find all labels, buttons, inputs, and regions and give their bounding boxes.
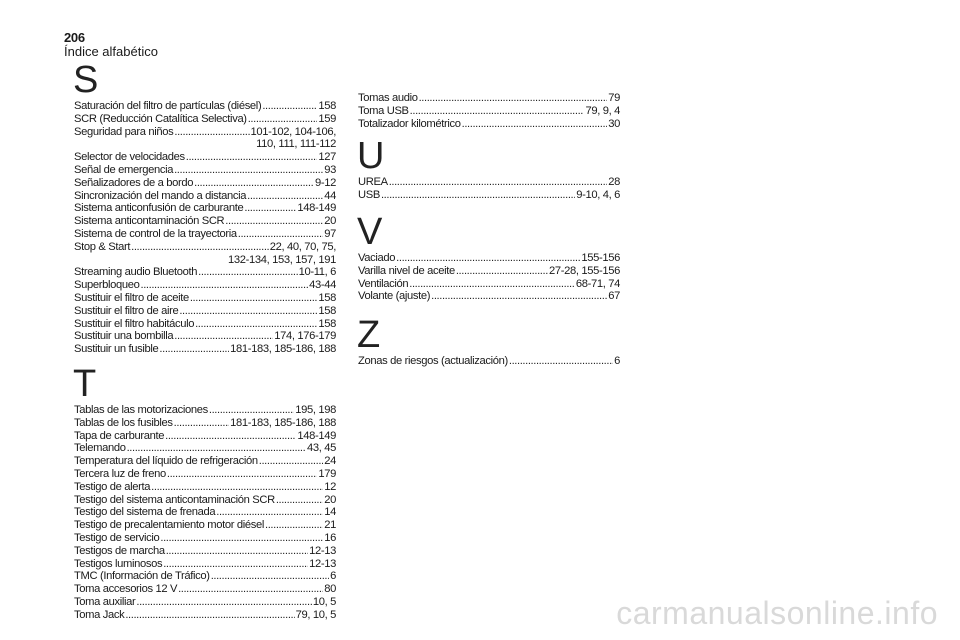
index-entry — [74, 202, 336, 215]
dot-leader — [244, 202, 296, 215]
entry-pages: 20 — [324, 493, 336, 506]
entry-term: Testigo de precalentamiento motor diésel — [74, 519, 264, 532]
dot-leader — [225, 215, 323, 228]
entry-pages: 67 — [608, 290, 620, 303]
index-entry — [74, 215, 336, 228]
entry-pages: 174, 176-179 — [274, 330, 336, 343]
entry-term: Vaciado — [358, 251, 396, 264]
entry-pages: 179 — [318, 467, 336, 480]
dot-leader — [276, 494, 323, 507]
index-entry — [358, 189, 620, 202]
dot-leader — [125, 609, 294, 622]
index-section — [358, 303, 620, 368]
entry-pages: 30 — [608, 117, 620, 130]
entry-term: Volante (ajuste) — [358, 290, 431, 303]
entry-pages: 148-149 — [297, 429, 336, 442]
dot-leader — [127, 442, 306, 455]
entry-term: Sustituir el filtro habitáculo — [74, 317, 195, 330]
entry-pages: 28 — [608, 176, 620, 189]
index-entry — [74, 430, 336, 443]
entry-term: Tercera luz de freno — [74, 467, 166, 480]
index-section — [358, 130, 620, 202]
dot-leader — [456, 265, 548, 278]
index-entry — [74, 455, 336, 468]
entry-pages: 158 — [318, 317, 336, 330]
entry-pages: 10-11, 6 — [298, 266, 336, 279]
entry-pages: 181-183, 185-186, 188 — [230, 416, 336, 429]
index-entry — [358, 92, 620, 105]
entry-pages: 44 — [324, 189, 336, 202]
index-entry — [74, 481, 336, 494]
entry-term: Toma accesorios 12 V — [74, 583, 178, 596]
entry-pages: 21 — [324, 519, 336, 532]
index-section — [358, 92, 620, 130]
index-entry — [74, 330, 336, 343]
index-entry — [74, 596, 336, 609]
entry-term: Superbloqueo — [74, 279, 140, 292]
dot-leader — [509, 355, 613, 368]
entry-pages: 101-102, 104-106, — [250, 125, 336, 138]
entry-pages: 24 — [324, 455, 336, 468]
entry-pages: 14 — [324, 506, 336, 519]
dot-leader — [174, 164, 323, 177]
dot-leader — [174, 417, 229, 430]
dot-leader — [247, 190, 323, 203]
entry-term: Saturación del filtro de partículas (diésel) — [74, 100, 262, 112]
entry-pages: 9-10, 4, 6 — [576, 189, 620, 202]
index-entry — [74, 583, 336, 596]
index-entry — [74, 126, 336, 139]
page-title: Índice alfabético — [64, 44, 158, 59]
index-entry — [74, 292, 336, 305]
entry-pages: 155-156 — [581, 251, 620, 264]
dot-leader — [178, 583, 323, 596]
dot-leader — [166, 545, 308, 558]
entry-pages: 97 — [324, 227, 336, 240]
index-entry — [358, 355, 620, 368]
entry-term: Telemando — [74, 442, 126, 455]
dot-leader — [190, 292, 318, 305]
dot-leader — [186, 151, 318, 164]
entry-term: Seguridad para niños — [74, 125, 174, 138]
dot-leader — [151, 481, 323, 494]
dot-leader — [136, 596, 312, 609]
dot-leader — [238, 228, 323, 241]
entry-term: USB — [358, 189, 380, 202]
entry-term: UREA — [358, 176, 388, 189]
index-entry — [74, 241, 336, 254]
dot-leader — [174, 330, 273, 343]
entry-pages: 158 — [318, 304, 336, 317]
entry-pages-continued: 132-134, 153, 157, 191 — [227, 253, 336, 266]
index-entry — [74, 190, 336, 203]
dot-leader — [179, 305, 317, 318]
dot-leader — [211, 570, 329, 583]
entry-term: Zonas de riesgos (actualización) — [358, 355, 508, 368]
index-entry — [74, 609, 336, 622]
entry-term: TMC (Información de Tráfico) — [74, 570, 210, 583]
index-entry — [74, 318, 336, 331]
entry-term: Señal de emergencia — [74, 163, 174, 176]
entry-pages: 158 — [318, 100, 336, 112]
index-entry — [74, 343, 336, 356]
entry-pages: 20 — [324, 215, 336, 228]
entry-term: Sistema anticontaminación SCR — [74, 215, 225, 228]
index-entry — [358, 105, 620, 118]
entry-term: Sustituir el filtro de aire — [74, 304, 179, 317]
entry-pages: 148-149 — [297, 202, 336, 215]
entry-term: Toma USB — [358, 104, 409, 117]
dot-leader — [409, 278, 575, 291]
dot-leader — [419, 92, 608, 105]
dot-leader — [265, 519, 323, 532]
entry-term: Tablas de las motorizaciones — [74, 403, 208, 416]
entry-pages: 79, 10, 5 — [295, 608, 336, 621]
dot-leader — [410, 105, 585, 118]
entry-pages: 12-13 — [309, 544, 336, 557]
entry-pages: 6 — [330, 570, 336, 583]
entry-term: Tapa de carburante — [74, 429, 165, 442]
entry-pages: 22, 40, 70, 75, — [269, 240, 336, 253]
entry-pages: 79 — [608, 92, 620, 104]
section-letter: V — [357, 210, 383, 253]
dot-leader — [131, 241, 269, 254]
entry-term: Ventilación — [358, 277, 409, 290]
index-entry — [74, 494, 336, 507]
section-letter: S — [73, 59, 99, 101]
entry-pages: 27-28, 155-156 — [549, 264, 620, 277]
dot-leader — [159, 343, 229, 356]
entry-pages: 16 — [324, 531, 336, 544]
dot-leader — [163, 558, 308, 571]
entry-term: Testigos de marcha — [74, 544, 165, 557]
dot-leader — [140, 279, 308, 292]
entry-pages: 68-71, 74 — [575, 277, 620, 290]
page-number: 206 — [64, 30, 85, 45]
index-entry — [358, 252, 620, 265]
index-column-right — [358, 92, 620, 368]
entry-term: Toma Jack — [74, 608, 125, 621]
entry-term: Señalizadores de a bordo — [74, 176, 194, 189]
dot-leader — [174, 126, 249, 139]
entry-pages: 6 — [614, 355, 620, 368]
entry-term: Testigo del sistema de frenada — [74, 506, 216, 519]
index-entry — [74, 417, 336, 430]
entry-pages: 93 — [324, 163, 336, 176]
index-entry — [358, 118, 620, 131]
dot-leader — [396, 252, 580, 265]
entry-pages-continued: 110, 111, 111-112 — [256, 138, 336, 151]
index-entry — [74, 279, 336, 292]
entry-term: Varilla nivel de aceite — [358, 264, 455, 277]
dot-leader — [216, 506, 323, 519]
index-entry — [74, 519, 336, 532]
entry-term: Stop & Start — [74, 240, 131, 253]
entry-pages: 10, 5 — [312, 595, 336, 608]
dot-leader — [209, 404, 294, 417]
section-letter: U — [357, 135, 385, 178]
entry-pages: 43, 45 — [306, 442, 336, 455]
index-section — [74, 356, 336, 622]
dot-leader — [195, 318, 317, 331]
index-entry — [74, 404, 336, 417]
entry-term: Testigos luminosos — [74, 557, 163, 570]
entry-term: Sustituir un fusible — [74, 343, 159, 356]
index-entry — [74, 113, 336, 126]
entry-term: Sistema de control de la trayectoria — [74, 227, 237, 240]
entry-pages: 159 — [318, 112, 336, 125]
section-letter: T — [73, 362, 97, 405]
entry-pages: 12 — [324, 480, 336, 493]
index-entry — [74, 545, 336, 558]
dot-leader — [198, 266, 297, 279]
entry-pages: 158 — [318, 291, 336, 304]
index-entry — [358, 290, 620, 303]
index-entry — [74, 100, 336, 113]
dot-leader — [381, 189, 575, 202]
index-entry — [74, 442, 336, 455]
entry-pages: 127 — [318, 151, 336, 164]
dot-leader — [462, 118, 608, 131]
index-entry — [358, 265, 620, 278]
entry-term: Sistema anticonfusión de carburante — [74, 202, 244, 215]
index-entry — [74, 305, 336, 318]
index-entry — [74, 532, 336, 545]
dot-leader — [259, 455, 323, 468]
entry-term: Testigo de alerta — [74, 480, 151, 493]
watermark: carmanualsonline.info — [616, 595, 938, 631]
entry-term: Sustituir el filtro de aceite — [74, 291, 189, 304]
entry-pages: 43-44 — [309, 279, 336, 292]
entry-pages: 79, 9, 4 — [585, 104, 620, 117]
entry-term: Sustituir una bombilla — [74, 330, 174, 343]
entry-pages: 195, 198 — [295, 403, 336, 416]
index-section — [74, 60, 336, 356]
entry-term: Temperatura del líquido de refrigeración — [74, 455, 258, 468]
index-entry — [74, 164, 336, 177]
index-entry — [358, 176, 620, 189]
entry-pages: 12-13 — [309, 557, 336, 570]
entry-pages: 181-183, 185-186, 188 — [230, 343, 336, 356]
dot-leader — [389, 176, 608, 189]
entry-term: Testigo de servicio — [74, 531, 160, 544]
index-entry — [358, 278, 620, 291]
index-column-left — [74, 60, 336, 621]
dot-leader — [194, 177, 314, 190]
entry-term: Selector de velocidades — [74, 151, 185, 164]
entry-term: Tablas de los fusibles — [74, 416, 173, 429]
index-entry — [74, 468, 336, 481]
entry-term: SCR (Reducción Catalítica Selectiva) — [74, 112, 247, 125]
dot-leader — [165, 430, 296, 443]
dot-leader — [262, 100, 317, 113]
entry-term: Toma auxiliar — [74, 595, 136, 608]
index-entry — [74, 151, 336, 164]
entry-pages: 9-12 — [315, 176, 336, 189]
section-letter: Z — [357, 314, 381, 357]
dot-leader — [167, 468, 318, 481]
entry-term: Totalizador kilométrico — [358, 117, 461, 130]
entry-pages: 80 — [324, 583, 336, 596]
entry-term: Streaming audio Bluetooth — [74, 266, 198, 279]
index-entry — [74, 506, 336, 519]
index-entry — [74, 177, 336, 190]
index-entry — [74, 228, 336, 241]
dot-leader — [248, 113, 318, 126]
index-entry — [74, 570, 336, 583]
dot-leader — [431, 290, 607, 303]
index-entry — [74, 266, 336, 279]
dot-leader — [160, 532, 323, 545]
index-entry — [74, 558, 336, 571]
entry-term: Tomas audio — [358, 92, 418, 104]
index-section — [358, 202, 620, 303]
entry-term: Sincronización del mando a distancia — [74, 189, 247, 202]
entry-term: Testigo del sistema anticontaminación SCR — [74, 493, 275, 506]
